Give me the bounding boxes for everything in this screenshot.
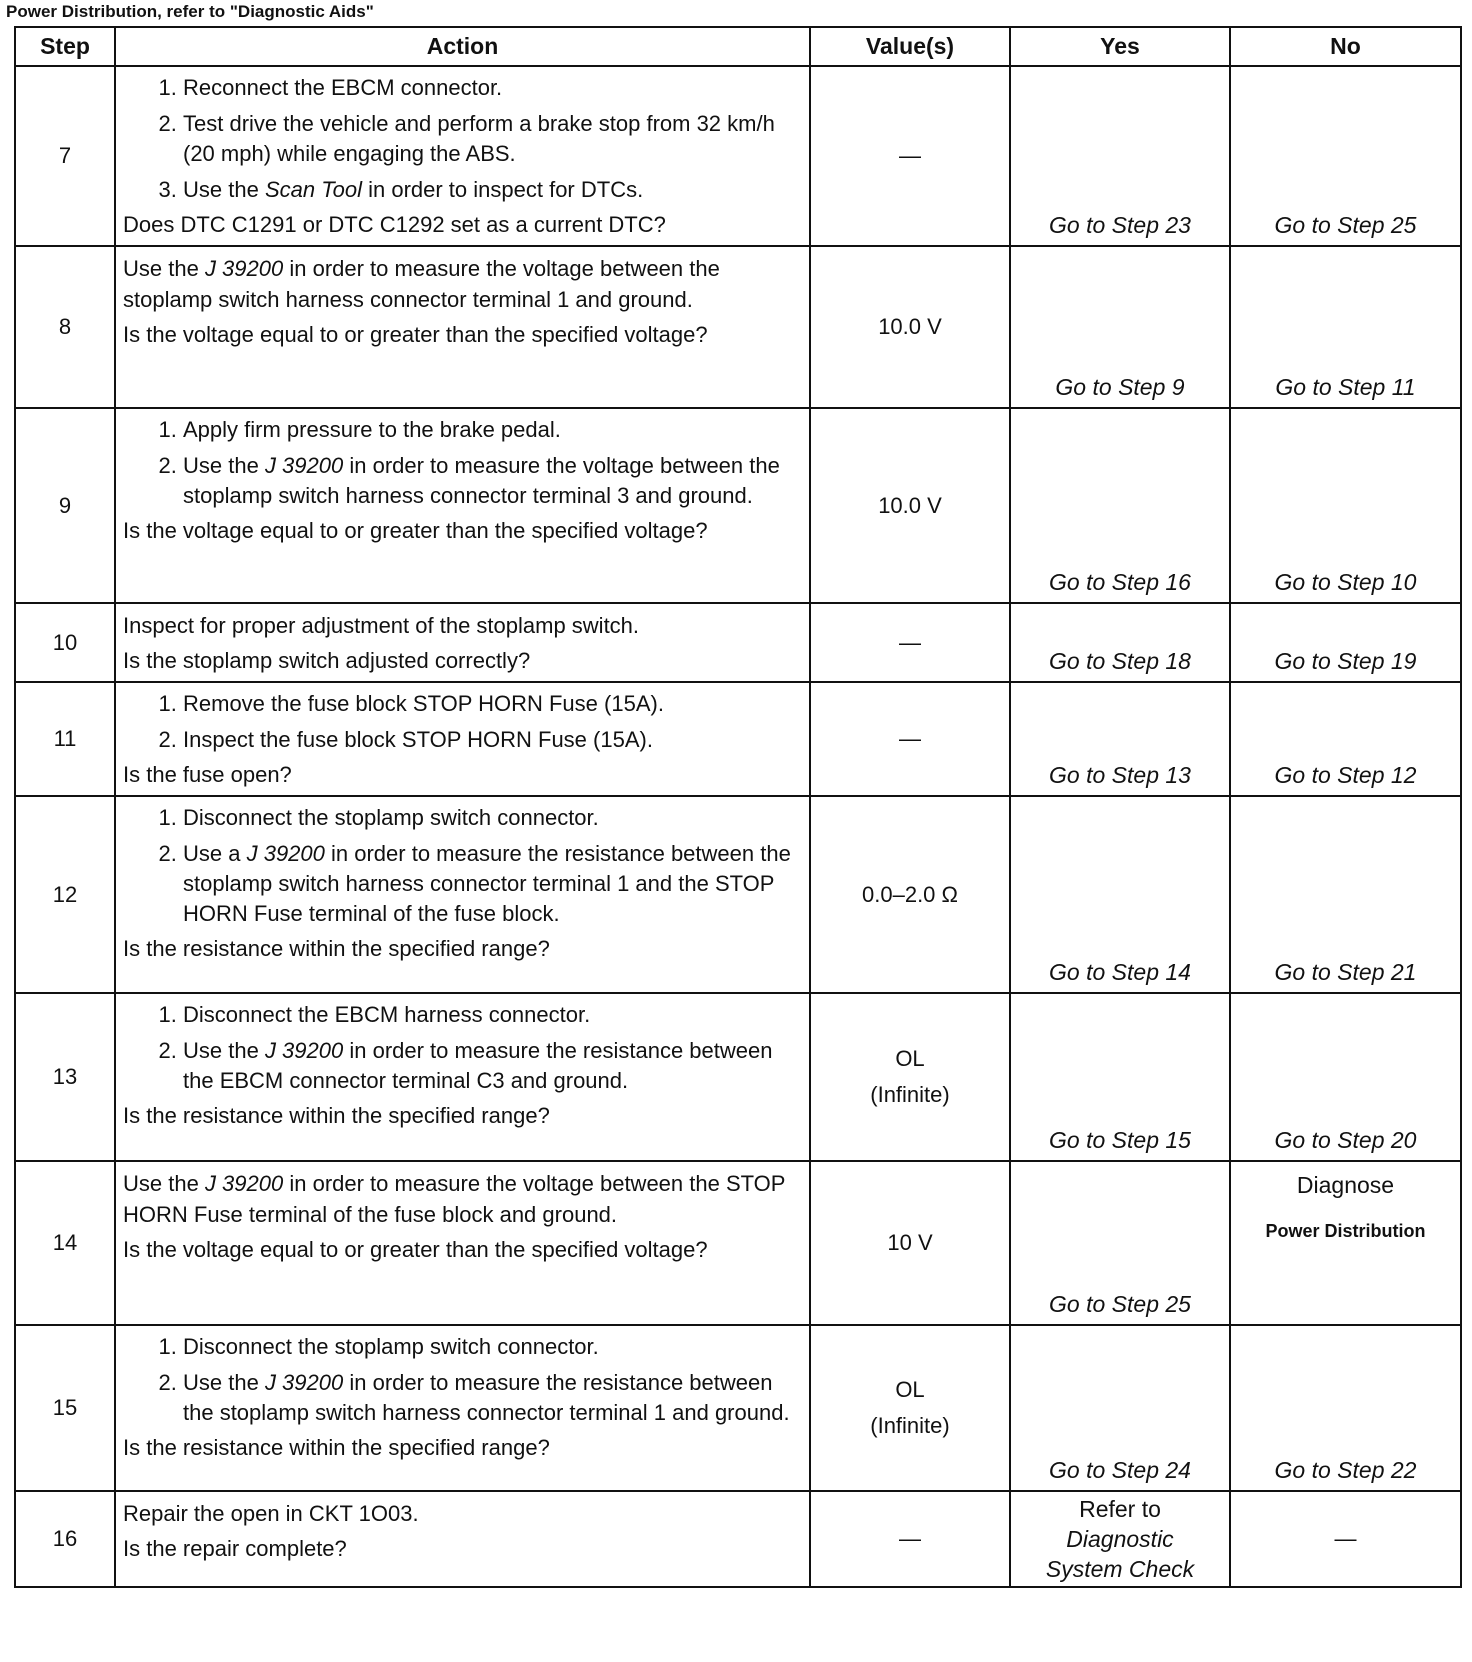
action-question: Is the resistance within the specified range? (123, 936, 550, 961)
diagnostic-table (14, 26, 1462, 1588)
value-line: (Infinite) (870, 1082, 950, 1107)
action-cell: Use the J 39200 in order to measure the voltage between the stoplamp switch harness connector terminal 1 and ground. Is the voltage equal to or greater than the specified voltage? (115, 246, 810, 408)
yes-link[interactable]: Go to Step 15 (1010, 993, 1230, 1161)
value-cell: — (810, 603, 1010, 682)
step-number: 11 (15, 682, 115, 796)
action-item: 1. Disconnect the EBCM harness connector. (183, 1000, 801, 1030)
step-number: 15 (15, 1325, 115, 1491)
step-number: 8 (15, 246, 115, 408)
table-row-step-14 (15, 1161, 1461, 1325)
value-cell: 10.0 V (810, 408, 1010, 603)
tool-name: J 39200 (204, 256, 284, 281)
no-link[interactable]: Go to Step 22 (1230, 1325, 1461, 1491)
action-cell (115, 408, 810, 603)
table-row-step-8 (15, 246, 1461, 408)
action-item: 1. Apply firm pressure to the brake pedal. (183, 415, 801, 445)
table-row-step-16 (15, 1491, 1461, 1587)
no-link[interactable]: Go to Step 20 (1230, 993, 1461, 1161)
action-question: Does DTC C1291 or DTC C1292 set as a current DTC? (123, 212, 666, 237)
value-cell (810, 993, 1010, 1161)
power-distribution-link[interactable]: Power Distribution (1265, 1221, 1426, 1241)
no-link[interactable]: Go to Step 21 (1230, 796, 1461, 993)
reference-line[interactable]: System Check (1045, 1556, 1195, 1582)
table-row-step-11 (15, 682, 1461, 796)
tool-name: J 39200 (246, 841, 325, 866)
action-cell (115, 66, 810, 246)
value-cell: — (810, 1491, 1010, 1587)
action-item: 1. Remove the fuse block STOP HORN Fuse (15A). (183, 689, 801, 719)
yes-link[interactable]: Go to Step 16 (1010, 408, 1230, 603)
action-item: 3. Use the Scan Tool in order to inspect for DTCs. (183, 175, 801, 205)
value-cell: — (810, 682, 1010, 796)
step-number: 9 (15, 408, 115, 603)
action-question: Is the repair complete? (123, 1536, 347, 1561)
action-item: 2. Use a J 39200 in order to measure the resistance between the stoplamp switch harness connector terminal 1 and the STOP HORN Fuse terminal of the fuse block. (183, 839, 801, 929)
value-cell (810, 1325, 1010, 1491)
value-line: OL (895, 1377, 925, 1402)
action-question: Is the resistance within the specified range? (123, 1435, 550, 1460)
action-item: 1. Reconnect the EBCM connector. (183, 73, 801, 103)
table-row-step-9 (15, 408, 1461, 603)
action-cell (115, 603, 810, 682)
no-link[interactable]: Go to Step 11 (1230, 246, 1461, 408)
tool-name: J 39200 (264, 1038, 344, 1063)
yes-link[interactable]: Go to Step 18 (1010, 603, 1230, 682)
step-number: 16 (15, 1491, 115, 1587)
no-reference[interactable] (1230, 1161, 1461, 1325)
action-question: Is the stoplamp switch adjusted correctly? (123, 648, 531, 673)
action-item: 2. Use the J 39200 in order to measure the resistance between the EBCM connector terminal C3 and ground. (183, 1036, 801, 1096)
tool-name: Scan Tool (264, 177, 362, 202)
action-item: 1. Disconnect the stoplamp switch connector. (183, 1332, 801, 1362)
value-line: OL (895, 1046, 925, 1071)
header-no: No (1230, 27, 1461, 66)
yes-link[interactable]: Go to Step 23 (1010, 66, 1230, 246)
header-step: Step (15, 27, 115, 66)
action-text: Inspect for proper adjustment of the stoplamp switch. (123, 613, 640, 638)
value-cell: — (810, 66, 1010, 246)
action-question: Is the voltage equal to or greater than the specified voltage? (123, 1237, 708, 1262)
step-number: 10 (15, 603, 115, 682)
value-cell: 0.0–2.0 Ω (810, 796, 1010, 993)
action-cell: Use the J 39200 in order to measure the voltage between the STOP HORN Fuse terminal of the fuse block and ground. Is the voltage equal to or greater than the specified voltage? (115, 1161, 810, 1325)
header-action: Action (115, 27, 810, 66)
yes-link[interactable]: Go to Step 25 (1010, 1161, 1230, 1325)
yes-reference[interactable] (1010, 1491, 1230, 1587)
action-cell (115, 682, 810, 796)
page-caption: Power Distribution, refer to "Diagnostic Aids" (6, 2, 374, 21)
table-row-step-13 (15, 993, 1461, 1161)
yes-link[interactable]: Go to Step 9 (1010, 246, 1230, 408)
action-item: 2. Inspect the fuse block STOP HORN Fuse (15A). (183, 725, 801, 755)
action-item: 2. Test drive the vehicle and perform a brake stop from 32 km/h (20 mph) while engaging the ABS. (183, 109, 801, 169)
table-row-step-10 (15, 603, 1461, 682)
step-number: 14 (15, 1161, 115, 1325)
tool-name: J 39200 (204, 1171, 284, 1196)
value-cell: 10.0 V (810, 246, 1010, 408)
step-number: 12 (15, 796, 115, 993)
no-link[interactable]: Go to Step 19 (1230, 603, 1461, 682)
header-row (15, 27, 1461, 66)
diagnose-label: Diagnose (1296, 1172, 1395, 1198)
reference-line: Refer to (1079, 1496, 1161, 1522)
header-yes: Yes (1010, 27, 1230, 66)
action-question: Is the fuse open? (123, 762, 292, 787)
step-number: 7 (15, 66, 115, 246)
step-number: 13 (15, 993, 115, 1161)
no-link[interactable]: Go to Step 25 (1230, 66, 1461, 246)
table-row-step-15 (15, 1325, 1461, 1491)
no-cell: — (1230, 1491, 1461, 1587)
no-link[interactable]: Go to Step 10 (1230, 408, 1461, 603)
no-link[interactable]: Go to Step 12 (1230, 682, 1461, 796)
action-question: Is the voltage equal to or greater than the specified voltage? (123, 518, 708, 543)
action-cell (115, 1325, 810, 1491)
tool-name: J 39200 (264, 453, 344, 478)
yes-link[interactable]: Go to Step 14 (1010, 796, 1230, 993)
action-item: 2. Use the J 39200 in order to measure the resistance between the stoplamp switch harness connector terminal 1 and ground. (183, 1368, 801, 1428)
value-line: (Infinite) (870, 1413, 950, 1438)
table-row-step-7 (15, 66, 1461, 246)
action-cell (115, 796, 810, 993)
header-values: Value(s) (810, 27, 1010, 66)
value-cell: 10 V (810, 1161, 1010, 1325)
table-row-step-12 (15, 796, 1461, 993)
action-text: Repair the open in CKT 1O03. (123, 1501, 419, 1526)
reference-line[interactable]: Diagnostic (1066, 1526, 1174, 1552)
action-cell (115, 993, 810, 1161)
action-cell (115, 1491, 810, 1587)
yes-link[interactable]: Go to Step 24 (1010, 1325, 1230, 1491)
yes-link[interactable]: Go to Step 13 (1010, 682, 1230, 796)
action-question: Is the resistance within the specified range? (123, 1103, 550, 1128)
action-item: 1. Disconnect the stoplamp switch connector. (183, 803, 801, 833)
action-question: Is the voltage equal to or greater than the specified voltage? (123, 322, 708, 347)
action-item: 2. Use the J 39200 in order to measure the voltage between the stoplamp switch harness connector terminal 3 and ground. (183, 451, 801, 511)
tool-name: J 39200 (264, 1370, 344, 1395)
